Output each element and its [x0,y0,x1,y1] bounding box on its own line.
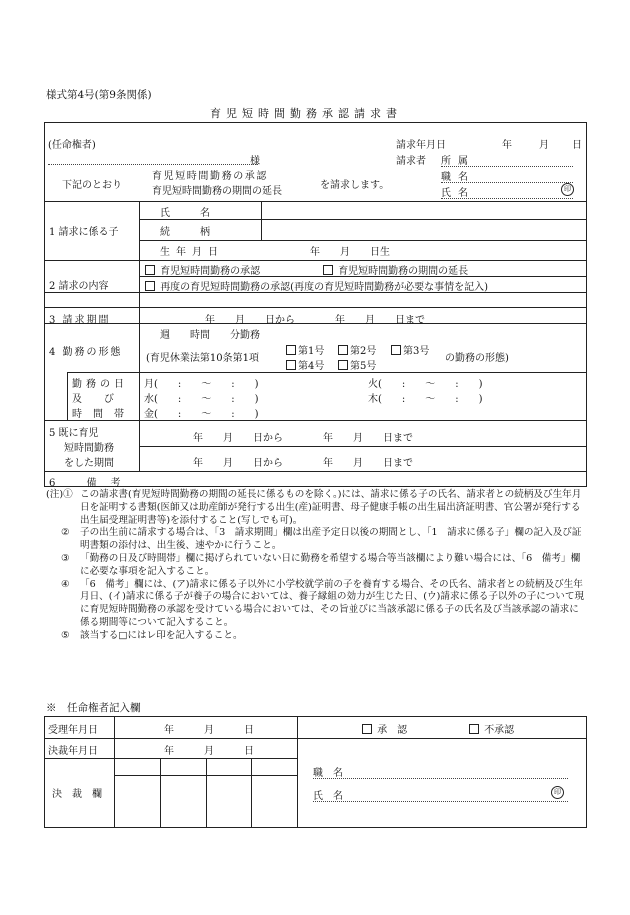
child-relation-label: 続柄 [160,227,240,238]
checkbox[interactable] [323,265,333,275]
thursday-hours: 木( : 〜 : ) [368,394,483,405]
seal-mark: 印 [561,183,574,196]
checkbox[interactable] [338,345,348,355]
item-2-option[interactable]: 第2号 [338,342,376,357]
request-approval-option[interactable]: 育児短時間勤務の承認 [145,262,260,277]
approver-position-line [313,778,568,779]
affiliation-line [441,166,573,167]
checkbox[interactable] [469,724,479,734]
checkbox[interactable] [338,360,348,370]
checkbox[interactable] [286,345,296,355]
request-period-value: 年 月 日から 年 月 日まで [205,315,425,326]
monday-hours: 月( : 〜 : ) [144,379,259,390]
note-5: ⑤ 該当する□にはレ印を記入すること。 [61,629,243,641]
appointer-line [48,164,258,165]
law-reference: (育児休業法第10条第1項 [146,353,259,364]
child-birth-value: 年 月 日生 [310,247,390,258]
decision-date-label: 決裁年月日 [48,746,98,757]
work-days-label-2: 及び [72,394,136,405]
work-form-suffix: の勤務の形態) [445,353,509,364]
note-3: ③ 「勤務の日及び時間帯」欄に掲げられていない日に勤務を希望する場合等当該欄により難い場合には、「6 備考」欄に必要な事項を記入すること。 [61,552,581,577]
tuesday-hours: 火( : 〜 : ) [368,379,483,390]
request-extension-option[interactable]: 育児短時間勤務の期間の延長 [323,262,468,277]
year-label: 年 [502,140,512,151]
note-1: (注)① この請求書(育児短時間勤務の期間の延長に係るものを除く。)には、請求に係る子の氏名、請求者との続柄及び生年月日を証明する書類(医師又は助産師が発行する出生(産)証明書、母子健康手帳の出生届出済証明書、官公署が発行する出生届受理証明書等)を添付すること(写しでも可)。 [46,489,582,526]
child-birth-label: 生年月日 [160,247,224,258]
name-label: 氏名 [441,188,475,199]
affiliation-label: 所属 [441,156,475,167]
approver-name-label: 氏 名 [313,791,343,802]
approved-option[interactable]: 承 認 [362,721,407,736]
friday-hours: 金( : 〜 : ) [144,409,259,420]
item-1-option[interactable]: 第1号 [286,342,324,357]
decision-date-value: 年 月 日 [164,746,254,757]
checkbox[interactable] [362,724,372,734]
section4-label: 4 勤務の形態 [49,347,123,358]
lead-in: 下記のとおり [62,180,122,191]
weekly-hours: 週 時間 分勤務 [160,330,260,341]
honorific: 様 [250,156,260,167]
received-date-label: 受理年月日 [48,725,98,736]
note-4: ④ 「6 備考」欄には、(ア)請求に係る子以外に小学校就学前の子を養育する場合、その氏名、請求者との続柄及び生年月日、(イ)請求に係る子が養子の場合においては、養子縁組の効力が生じた日、(ウ)請求に係る子以外の子について現に育児短時間勤務の承認を受けている場合においては、その旨並びに当該承認に係る子の氏名及び当該承認の請求に係る期間等について記入すること。 [61,578,585,628]
child-name-label: 氏名 [160,208,240,219]
checkbox[interactable] [145,281,155,291]
appointer-section-heading: ※ 任命権者記入欄 [46,702,141,714]
name-line [441,198,573,199]
request-reapproval-option[interactable]: 再度の育児短時間勤務の承認(再度の育児短時間勤務が必要な事情を記入) [145,278,488,293]
section5-label-2: 短時間勤務 [64,443,114,454]
section3-label: 3 請求期間 [49,315,111,326]
received-date-value: 年 月 日 [164,725,254,736]
approver-position-label: 職 名 [313,768,343,779]
wednesday-hours: 水( : 〜 : ) [144,394,259,405]
checkbox[interactable] [145,265,155,275]
option-extension: 育児短時間勤務の期間の延長 [152,186,282,197]
section2-label: 2 請求の内容 [49,281,109,292]
option-approval: 育児短時間勤務の承認 [152,171,268,182]
request-suffix: を請求します。 [320,180,390,191]
item-4-option[interactable]: 第4号 [286,357,324,372]
approval-column-label: 決 裁 欄 [52,789,102,800]
checkbox[interactable] [286,360,296,370]
requester-label: 請求者 [396,156,426,167]
position-line [441,182,573,183]
work-days-label-3: 時間帯 [72,409,135,420]
month-label: 月 [539,140,549,151]
section6-label: 6 備考 [49,478,135,489]
section5-label-1: 5 既に育児 [49,428,99,439]
notes [46,489,586,643]
note-2: ② 子の出生前に請求する場合は、「3 請求期間」欄は出産予定日以後の期間とし、「1 請求に係る子」欄の記入及び証明書類の添付は、出生後、速やかに行うこと。 [61,527,582,552]
item-5-option[interactable]: 第5号 [338,357,376,372]
form-number: 様式第4号(第9条関係) [46,89,152,101]
section5-label-3: をした期間 [64,458,114,469]
request-date-label: 請求年月日 [396,140,446,151]
day-label: 日 [572,140,582,151]
work-days-label-1: 勤務の日 [72,379,128,390]
approver-name-line [313,801,568,802]
checkbox[interactable] [391,345,401,355]
appointer-label: (任命権者) [48,140,96,151]
not-approved-option[interactable]: 不承認 [469,721,514,736]
position-label: 職名 [441,172,475,183]
approver-seal-mark: 印 [551,786,564,799]
form-title: 育児短時間勤務承認請求書 [210,107,402,120]
previous-period-1: 年 月 日から 年 月 日まで [193,433,413,444]
previous-period-2: 年 月 日から 年 月 日まで [193,458,413,469]
section1-label: 1 請求に係る子 [49,227,119,238]
item-3-option[interactable]: 第3号 [391,342,429,357]
